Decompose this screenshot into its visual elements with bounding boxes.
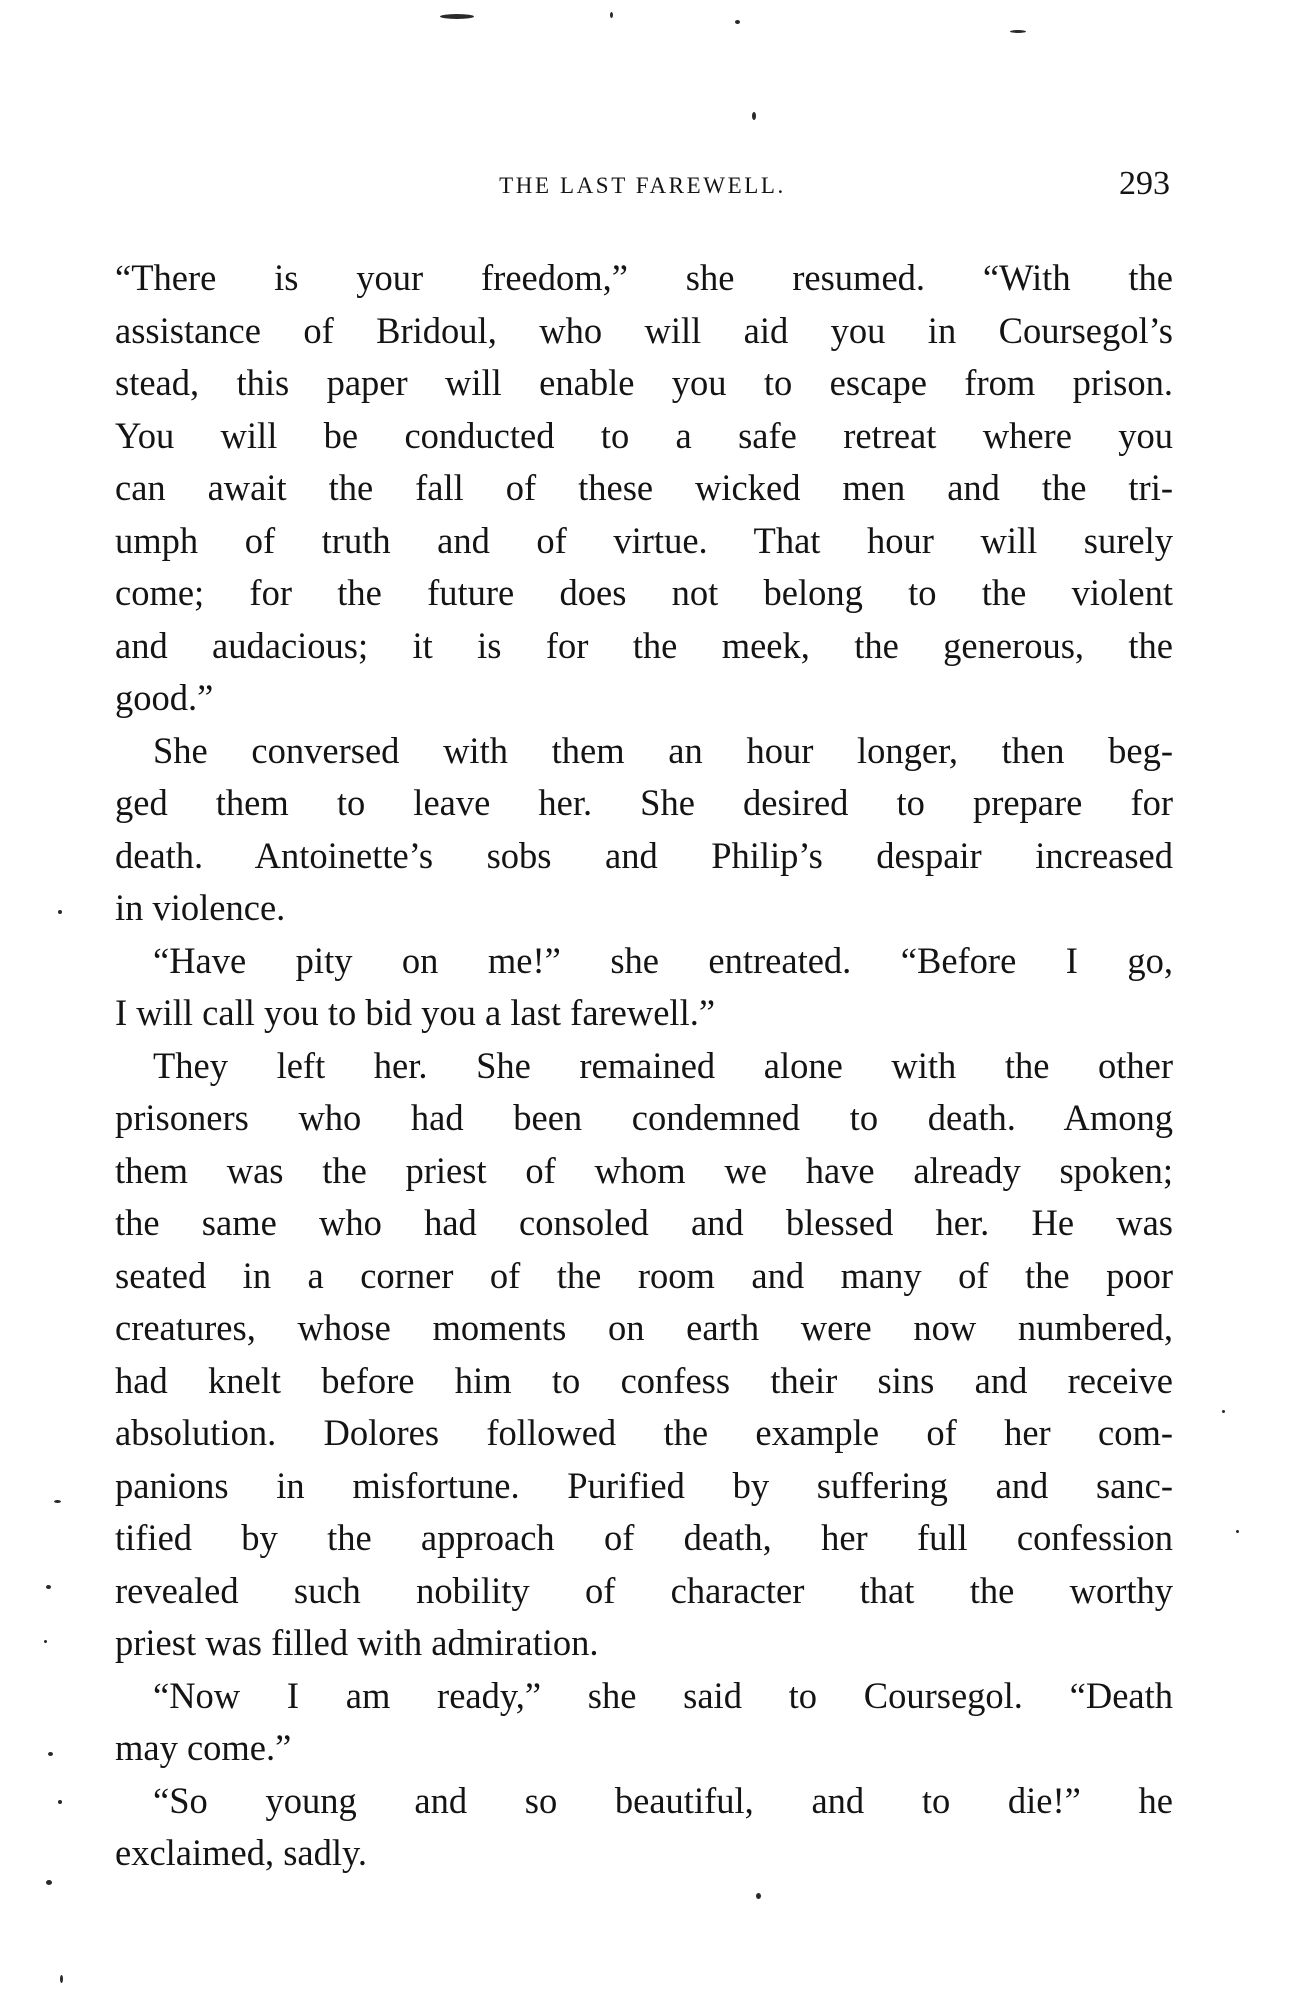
scan-speck [440,14,474,19]
scan-speck [58,1800,62,1804]
text-line: “There is your freedom,” she resumed. “With the [115,257,1173,298]
text-line: exclaimed, sadly. [115,1832,368,1873]
text-line: panions in misfortune. Purified by suffering and sanc- [115,1464,1173,1506]
text-line: You will be conducted to a safe retreat where you [115,414,1173,456]
text-line: the same who had consoled and blessed her. He was [115,1202,1173,1243]
text-line: tified by the approach of death, her full confession [115,1517,1173,1558]
scan-speck [54,1500,61,1503]
scan-speck [735,20,740,24]
scan-speck [60,1975,63,1983]
text-line: prisoners who had been condemned to death. Among [115,1097,1173,1138]
scan-speck [1010,30,1026,33]
text-line: absolution. Dolores followed the example of her com- [115,1412,1173,1453]
scan-speck [1222,1410,1225,1413]
text-line: umph of truth and of virtue. That hour will surely [115,519,1173,561]
text-line: priest was filled with admiration. [115,1622,599,1663]
text-line: assistance of Bridoul, who will aid you in Coursegol’s [115,309,1173,351]
text-line: creatures, whose moments on earth were now numbered, [115,1307,1173,1348]
text-line: can await the fall of these wicked men and the tri- [115,467,1173,508]
scan-speck [46,1880,52,1885]
text-line: may come.” [115,1727,292,1768]
body-text [115,252,1173,1880]
scan-speck [44,1640,47,1643]
scan-speck [610,12,613,18]
text-line: death. Antoinette’s sobs and Philip’s despair increased [115,834,1173,876]
text-line: had knelt before him to confess their sins and receive [115,1359,1173,1401]
scan-speck [752,112,756,120]
scan-speck [1236,1530,1239,1533]
text-line: revealed such nobility of character that the worthy [115,1569,1173,1611]
scan-speck [46,1585,51,1589]
running-title: THE LAST FAREWELL. [499,173,786,198]
scan-speck [58,910,62,914]
running-head [115,162,1170,206]
page-number: 293 [1119,165,1170,202]
scan-speck [48,1752,53,1756]
text-line: and audacious; it is for the meek, the generous, the [115,624,1173,666]
text-line: stead, this paper will enable you to escape from prison. [115,362,1173,403]
text-line: them was the priest of whom we have already spoken; [115,1149,1173,1191]
text-line: in violence. [115,887,286,928]
text-line: “Now I am ready,” she said to Coursegol. “Death [153,1674,1173,1716]
text-line: I will call you to bid you a last farewell.” [115,992,716,1033]
text-line: “So young and so beautiful, and to die!” he [153,1779,1173,1821]
text-line: They left her. She remained alone with the other [153,1044,1173,1086]
text-line: “Have pity on me!” she entreated. “Before I go, [153,939,1173,981]
text-line: good.” [115,677,214,718]
text-line: ged them to leave her. She desired to prepare for [115,782,1173,823]
text-line: She conversed with them an hour longer, then beg- [153,729,1173,771]
text-line: come; for the future does not belong to the violent [115,572,1173,613]
text-line: seated in a corner of the room and many of the poor [115,1254,1173,1296]
scan-speck [756,1893,761,1899]
